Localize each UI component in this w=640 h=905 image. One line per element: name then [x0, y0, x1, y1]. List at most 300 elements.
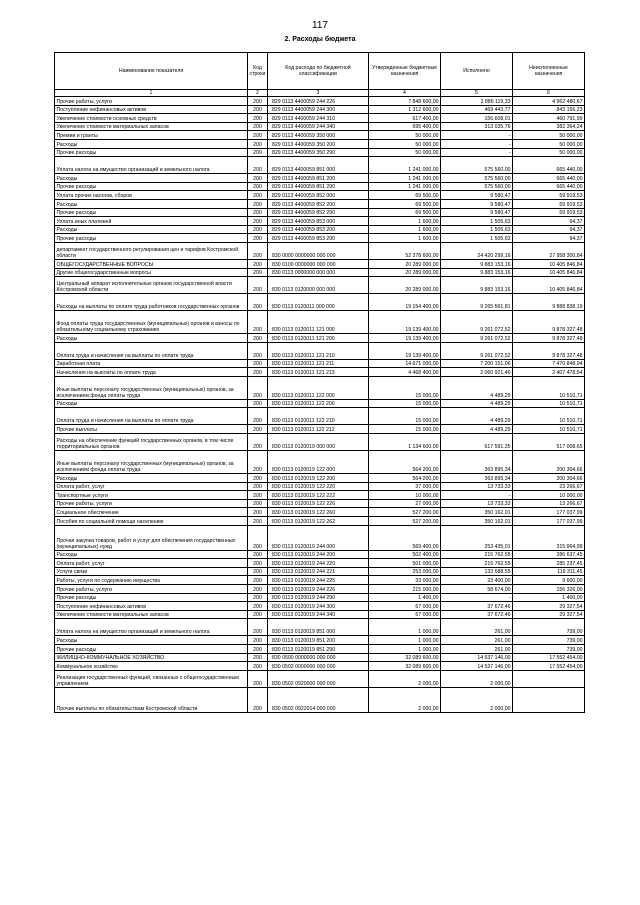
- cell-approved: 564 200,00: [369, 474, 441, 483]
- cell-name: Расходы на обеспечение функций государственных органов, в том числе территориальных органов: [55, 434, 248, 451]
- cell-name: Расходы на выплаты по оплате труда работников государственных органов: [55, 294, 248, 311]
- cell-executed: 617 591,35: [441, 434, 513, 451]
- table-row: [55, 499, 585, 508]
- cell-name: Расходы: [55, 225, 248, 234]
- cell-code: 200: [248, 653, 268, 662]
- header-unexecuted: Неисполненные назначения: [513, 53, 585, 90]
- cell-name: Прочие выплаты: [55, 425, 248, 434]
- cell-name: Прочие расходы: [55, 234, 248, 243]
- cell-unexecuted: 10 405 846,84: [513, 268, 585, 277]
- cell-unexecuted: 285 237,45: [513, 559, 585, 568]
- cell-unexecuted: 50 000,00: [513, 131, 585, 140]
- header-approved: Утвержденные бюджетные назначения: [369, 53, 441, 90]
- cell-executed: 7 200 151,06: [441, 359, 513, 368]
- cell-classification: 830 0113 0120019 244 200: [268, 550, 369, 559]
- cell-unexecuted: 177 037,99: [513, 508, 585, 517]
- cell-approved: 1 600,00: [369, 217, 441, 226]
- cell-approved: 32 089 600,00: [369, 653, 441, 662]
- cell-classification: 830 0113 0120019 244 290: [268, 593, 369, 602]
- table-row: [55, 191, 585, 200]
- cell-executed: 215 762,55: [441, 550, 513, 559]
- cell-approved: 253 000,00: [369, 567, 441, 576]
- cell-approved: 1 600,00: [369, 225, 441, 234]
- cell-code: 200: [248, 334, 268, 343]
- cell-classification: 829 0113 4400059 852 000: [268, 191, 369, 200]
- cell-classification: 829 0113 4400059 851 290: [268, 182, 369, 191]
- cell-name: Поступление нефинансовых активов: [55, 602, 248, 611]
- cell-name: Прочие расходы: [55, 182, 248, 191]
- cell-classification: 830 0113 0120000 000 000: [268, 277, 369, 294]
- cell-classification: 829 0113 4400059 244 340: [268, 122, 369, 131]
- cell-approved: 19 139 400,00: [369, 311, 441, 334]
- cell-code: 200: [248, 425, 268, 434]
- cell-name: Заработная плата: [55, 359, 248, 368]
- cell-code: 200: [248, 670, 268, 687]
- cell-unexecuted: 286 637,45: [513, 550, 585, 559]
- cell-classification: 830 0502 0000000 000 000: [268, 662, 369, 671]
- cell-executed: 14 537 146,00: [441, 662, 513, 671]
- cell-code: 200: [248, 182, 268, 191]
- cell-approved: 1 241 000,00: [369, 182, 441, 191]
- expenses-table: [54, 52, 585, 713]
- cell-code: 200: [248, 376, 268, 399]
- cell-name: Прочие расходы: [55, 208, 248, 217]
- cell-approved: 20 289 000,00: [369, 268, 441, 277]
- cell-unexecuted: 200 304,66: [513, 451, 585, 474]
- cell-executed: 575 560,00: [441, 174, 513, 183]
- column-number: 5: [441, 90, 513, 97]
- cell-code: 200: [248, 619, 268, 636]
- cell-executed: -: [441, 139, 513, 148]
- cell-approved: 1 000,00: [369, 619, 441, 636]
- cell-approved: 20 289 000,00: [369, 277, 441, 294]
- cell-name: Уплата иных платежей: [55, 217, 248, 226]
- cell-executed: 13 733,33: [441, 482, 513, 491]
- cell-unexecuted: 29 327,54: [513, 610, 585, 619]
- table-row: [55, 199, 585, 208]
- section-title: 2. Расходы бюджета: [284, 36, 356, 43]
- cell-code: 200: [248, 482, 268, 491]
- cell-approved: 67 000,00: [369, 602, 441, 611]
- cell-executed: 24 420 299,16: [441, 242, 513, 259]
- cell-classification: 830 0113 0120011 122 212: [268, 425, 369, 434]
- cell-name: Расходы: [55, 174, 248, 183]
- table-row: [55, 311, 585, 334]
- cell-approved: 1 400,00: [369, 593, 441, 602]
- cell-approved: 19 139 400,00: [369, 334, 441, 343]
- cell-name: Расходы: [55, 550, 248, 559]
- cell-executed: 1 505,63: [441, 225, 513, 234]
- cell-unexecuted: 200 304,66: [513, 474, 585, 483]
- cell-unexecuted: 29 327,54: [513, 602, 585, 611]
- table-row: [55, 474, 585, 483]
- cell-classification: 830 0502 0920000 000 000: [268, 670, 369, 687]
- cell-code: 200: [248, 139, 268, 148]
- cell-code: 200: [248, 157, 268, 174]
- table-row: [55, 259, 585, 268]
- table-row: [55, 234, 585, 243]
- cell-name: Оплата труда и начисления на выплаты по оплате труда: [55, 342, 248, 359]
- cell-approved: 67 000,00: [369, 610, 441, 619]
- cell-unexecuted: 94,37: [513, 225, 585, 234]
- cell-name: Расходы: [55, 474, 248, 483]
- cell-name: Реализация государственных функций, связанных с общегосударственным управлением: [55, 670, 248, 687]
- cell-code: 200: [248, 567, 268, 576]
- header-row: [55, 53, 585, 90]
- column-number-row: [55, 90, 585, 97]
- cell-unexecuted: [513, 687, 585, 712]
- cell-classification: 830 0113 0120011 000 000: [268, 294, 369, 311]
- cell-classification: 830 0113 0120019 244 000: [268, 525, 369, 550]
- cell-name: Оплата работ, услуг: [55, 559, 248, 568]
- cell-executed: 9 261 072,52: [441, 342, 513, 359]
- cell-unexecuted: 9 878 327,48: [513, 311, 585, 334]
- cell-name: ОБЩЕГОСУДАРСТВЕННЫЕ ВОПРОСЫ: [55, 259, 248, 268]
- cell-unexecuted: 23 266,67: [513, 482, 585, 491]
- cell-executed: 2 000,00: [441, 670, 513, 687]
- cell-executed: 363 895,34: [441, 451, 513, 474]
- table-row: [55, 662, 585, 671]
- cell-approved: 32 089 600,00: [369, 662, 441, 671]
- cell-code: 200: [248, 602, 268, 611]
- table-row: [55, 593, 585, 602]
- cell-code: 200: [248, 408, 268, 425]
- cell-classification: 830 0113 0120019 122 200: [268, 474, 369, 483]
- cell-classification: 829 0113 4400059 350 000: [268, 131, 369, 140]
- cell-classification: 830 0113 0000000 000 000: [268, 268, 369, 277]
- cell-approved: 215 000,00: [369, 585, 441, 594]
- cell-classification: 830 0502 0922014 000 000: [268, 687, 369, 712]
- cell-classification: 829 0113 4400059 852 290: [268, 208, 369, 217]
- cell-approved: 15 000,00: [369, 376, 441, 399]
- cell-name: Социальное обеспечение: [55, 508, 248, 517]
- cell-executed: 4 489,29: [441, 425, 513, 434]
- cell-approved: 527 200,00: [369, 508, 441, 517]
- cell-name: Другие общегосударственные вопросы: [55, 268, 248, 277]
- cell-approved: 50 000,00: [369, 139, 441, 148]
- cell-unexecuted: 13 266,67: [513, 499, 585, 508]
- cell-code: 200: [248, 294, 268, 311]
- cell-classification: 829 0113 4400059 244 300: [268, 105, 369, 114]
- cell-classification: 830 0113 0120019 244 225: [268, 576, 369, 585]
- table-row: [55, 525, 585, 550]
- cell-approved: 37 000,00: [369, 482, 441, 491]
- cell-classification: 829 0113 4400059 853 290: [268, 234, 369, 243]
- cell-executed: 215 762,55: [441, 559, 513, 568]
- cell-classification: 830 0113 0120019 122 260: [268, 508, 369, 517]
- table-row: [55, 585, 585, 594]
- table-row: [55, 277, 585, 294]
- cell-name: Прочие работы, услуги: [55, 499, 248, 508]
- cell-unexecuted: [513, 670, 585, 687]
- column-number: 4: [369, 90, 441, 97]
- table-row: [55, 148, 585, 157]
- cell-executed: 350 162,01: [441, 517, 513, 526]
- cell-classification: 829 0113 4400059 851 200: [268, 174, 369, 183]
- cell-code: 200: [248, 368, 268, 377]
- cell-classification: 829 0113 4400059 852 200: [268, 199, 369, 208]
- cell-executed: 9 265 561,81: [441, 294, 513, 311]
- cell-executed: 9 883 153,16: [441, 259, 513, 268]
- table-row: [55, 482, 585, 491]
- cell-code: 200: [248, 277, 268, 294]
- cell-name: Прочая закупка товаров, работ и услуг для обеспечения государственных (муниципальных) нужд: [55, 525, 248, 550]
- cell-executed: -: [441, 131, 513, 140]
- cell-executed: 2 886 119,33: [441, 97, 513, 106]
- cell-unexecuted: 94,37: [513, 234, 585, 243]
- cell-code: 200: [248, 97, 268, 106]
- cell-unexecuted: 27 958 300,84: [513, 242, 585, 259]
- cell-unexecuted: 517 008,65: [513, 434, 585, 451]
- cell-name: Расходы: [55, 334, 248, 343]
- cell-classification: 830 0113 0120019 122 220: [268, 482, 369, 491]
- cell-executed: 261,00: [441, 644, 513, 653]
- cell-executed: 4 489,29: [441, 376, 513, 399]
- cell-executed: 2 060 921,46: [441, 368, 513, 377]
- table-row: [55, 294, 585, 311]
- cell-approved: 15 000,00: [369, 408, 441, 425]
- table-row: [55, 376, 585, 399]
- cell-unexecuted: 1 400,00: [513, 593, 585, 602]
- cell-approved: 10 000,00: [369, 491, 441, 500]
- table-row: [55, 105, 585, 114]
- cell-code: 200: [248, 434, 268, 451]
- cell-unexecuted: 10 405 846,84: [513, 259, 585, 268]
- cell-executed: 58 674,00: [441, 585, 513, 594]
- cell-executed: 156 608,01: [441, 114, 513, 123]
- table-row: [55, 114, 585, 123]
- cell-name: Увеличение стоимости материальных запасов: [55, 610, 248, 619]
- cell-executed: 13 733,33: [441, 499, 513, 508]
- cell-approved: 33 000,00: [369, 576, 441, 585]
- cell-name: Расходы: [55, 399, 248, 408]
- cell-unexecuted: 10 405 846,84: [513, 277, 585, 294]
- cell-approved: 1 000,00: [369, 644, 441, 653]
- table-row: [55, 451, 585, 474]
- cell-executed: 313 035,76: [441, 122, 513, 131]
- cell-approved: 695 400,00: [369, 122, 441, 131]
- cell-name: Уплата прочих налогов, сборов: [55, 191, 248, 200]
- cell-executed: 9 883 153,16: [441, 268, 513, 277]
- cell-classification: 829 0113 4400059 350 200: [268, 139, 369, 148]
- cell-name: Центральный аппарат исполнительных органов государственной власти Костромской области: [55, 277, 248, 294]
- cell-approved: 1 241 000,00: [369, 174, 441, 183]
- cell-unexecuted: 315 964,99: [513, 525, 585, 550]
- cell-executed: 37 672,46: [441, 602, 513, 611]
- cell-approved: 527 200,00: [369, 517, 441, 526]
- cell-code: 200: [248, 259, 268, 268]
- cell-name: Увеличение стоимости основных средств: [55, 114, 248, 123]
- cell-classification: 830 0113 0120019 851 290: [268, 644, 369, 653]
- cell-executed: 4 489,29: [441, 408, 513, 425]
- cell-approved: 27 000,00: [369, 499, 441, 508]
- cell-executed: 261,00: [441, 619, 513, 636]
- cell-code: 200: [248, 268, 268, 277]
- cell-executed: 37 672,46: [441, 610, 513, 619]
- table-row: [55, 217, 585, 226]
- table-row: [55, 491, 585, 500]
- cell-approved: 569 400,00: [369, 525, 441, 550]
- cell-name: ЖИЛИЩНО-КОММУНАЛЬНОЕ ХОЗЯЙСТВО: [55, 653, 248, 662]
- header-classification: Код расхода по бюджетной классификации: [268, 53, 369, 90]
- cell-code: 200: [248, 559, 268, 568]
- cell-classification: 830 0100 0000000 000 000: [268, 259, 369, 268]
- cell-executed: 4 489,29: [441, 399, 513, 408]
- cell-unexecuted: 9 600,00: [513, 576, 585, 585]
- cell-unexecuted: 9 878 327,48: [513, 334, 585, 343]
- cell-code: 200: [248, 593, 268, 602]
- cell-name: Расходы: [55, 139, 248, 148]
- cell-classification: 830 0113 0120011 121 000: [268, 311, 369, 334]
- table-row: [55, 559, 585, 568]
- cell-unexecuted: 2 407 478,54: [513, 368, 585, 377]
- cell-classification: 830 0113 0120019 244 220: [268, 559, 369, 568]
- cell-approved: 564 200,00: [369, 451, 441, 474]
- cell-approved: 15 000,00: [369, 399, 441, 408]
- cell-code: 200: [248, 311, 268, 334]
- table-row: [55, 122, 585, 131]
- cell-unexecuted: 7 470 848,94: [513, 359, 585, 368]
- cell-executed: 575 560,00: [441, 157, 513, 174]
- cell-name: Коммунальное хозяйство: [55, 662, 248, 671]
- table-row: [55, 174, 585, 183]
- cell-classification: 830 0113 0120019 851 000: [268, 619, 369, 636]
- table-row: [55, 644, 585, 653]
- table-row: [55, 670, 585, 687]
- cell-approved: 14 671 000,00: [369, 359, 441, 368]
- cell-classification: 830 0113 0120019 122 222: [268, 491, 369, 500]
- cell-classification: 830 0500 0000000 000 000: [268, 653, 369, 662]
- cell-code: 200: [248, 508, 268, 517]
- cell-unexecuted: 10 510,71: [513, 376, 585, 399]
- cell-name: Прочие работы, услуги: [55, 97, 248, 106]
- table-row: [55, 508, 585, 517]
- cell-code: 200: [248, 234, 268, 243]
- table-row: [55, 359, 585, 368]
- cell-classification: 830 0113 0120011 121 210: [268, 342, 369, 359]
- cell-executed: 1 505,63: [441, 217, 513, 226]
- table-row: [55, 139, 585, 148]
- table-row: [55, 687, 585, 712]
- table-row: [55, 334, 585, 343]
- cell-unexecuted: 119 311,45: [513, 567, 585, 576]
- cell-code: 200: [248, 114, 268, 123]
- cell-code: 200: [248, 491, 268, 500]
- cell-executed: -: [441, 593, 513, 602]
- cell-executed: 575 560,00: [441, 182, 513, 191]
- cell-unexecuted: 10 510,71: [513, 425, 585, 434]
- table-row: [55, 602, 585, 611]
- cell-executed: 133 688,55: [441, 567, 513, 576]
- cell-code: 200: [248, 174, 268, 183]
- cell-unexecuted: 9 888 838,19: [513, 294, 585, 311]
- cell-code: 200: [248, 610, 268, 619]
- cell-name: Уплата налога на имущество организаций и земельного налога: [55, 157, 248, 174]
- cell-name: Прочие работы, услуги: [55, 585, 248, 594]
- cell-classification: 830 0113 0120019 000 000: [268, 434, 369, 451]
- cell-unexecuted: 59 919,53: [513, 191, 585, 200]
- cell-approved: 50 000,00: [369, 148, 441, 157]
- cell-name: Прочие расходы: [55, 593, 248, 602]
- cell-approved: 69 500,00: [369, 208, 441, 217]
- cell-classification: 830 0113 0120019 244 221: [268, 567, 369, 576]
- cell-approved: 19 154 400,00: [369, 294, 441, 311]
- cell-unexecuted: 382 364,24: [513, 122, 585, 131]
- cell-name: Фонд оплаты труда государственных (муниципальных) органов и взносы по обязательному социальному страхованию: [55, 311, 248, 334]
- cell-code: 200: [248, 662, 268, 671]
- cell-unexecuted: 739,00: [513, 644, 585, 653]
- column-number: 3: [268, 90, 369, 97]
- cell-classification: 830 0113 0120011 122 200: [268, 399, 369, 408]
- cell-approved: 7 848 600,00: [369, 97, 441, 106]
- cell-executed: 9 883 153,16: [441, 277, 513, 294]
- cell-unexecuted: 739,00: [513, 619, 585, 636]
- cell-approved: 1 312 600,00: [369, 105, 441, 114]
- cell-code: 200: [248, 550, 268, 559]
- cell-code: 200: [248, 517, 268, 526]
- cell-name: департамент государственного регулирования цен и тарифов Костромской области: [55, 242, 248, 259]
- cell-unexecuted: 94,37: [513, 217, 585, 226]
- cell-code: 200: [248, 636, 268, 645]
- cell-unexecuted: 843 156,23: [513, 105, 585, 114]
- table-row: [55, 425, 585, 434]
- table-row: [55, 342, 585, 359]
- cell-unexecuted: 4 962 480,67: [513, 97, 585, 106]
- cell-executed: 253 435,01: [441, 525, 513, 550]
- cell-code: 200: [248, 199, 268, 208]
- header-code: Код строки: [248, 53, 268, 90]
- cell-classification: 830 0113 0120019 244 340: [268, 610, 369, 619]
- cell-code: 200: [248, 399, 268, 408]
- cell-approved: 50 000,00: [369, 131, 441, 140]
- cell-unexecuted: 665 440,00: [513, 157, 585, 174]
- cell-approved: 2 000,00: [369, 670, 441, 687]
- cell-code: 200: [248, 208, 268, 217]
- cell-classification: 830 0113 0120011 122 210: [268, 408, 369, 425]
- cell-unexecuted: 739,00: [513, 636, 585, 645]
- cell-approved: 1 000,00: [369, 636, 441, 645]
- cell-classification: 830 0113 0120019 122 262: [268, 517, 369, 526]
- cell-unexecuted: 50 000,00: [513, 148, 585, 157]
- cell-unexecuted: 460 791,99: [513, 114, 585, 123]
- table-row: [55, 619, 585, 636]
- cell-executed: 14 537 146,00: [441, 653, 513, 662]
- cell-code: 200: [248, 525, 268, 550]
- cell-code: 200: [248, 105, 268, 114]
- cell-approved: 20 289 000,00: [369, 259, 441, 268]
- cell-classification: 830 0113 0120019 851 200: [268, 636, 369, 645]
- cell-code: 200: [248, 474, 268, 483]
- cell-classification: 829 0113 4400059 244 310: [268, 114, 369, 123]
- cell-unexecuted: 177 037,99: [513, 517, 585, 526]
- table-row: [55, 550, 585, 559]
- cell-classification: 830 0113 0120011 121 213: [268, 368, 369, 377]
- cell-code: 200: [248, 242, 268, 259]
- cell-approved: 1 600,00: [369, 234, 441, 243]
- cell-unexecuted: 10 510,71: [513, 408, 585, 425]
- cell-unexecuted: 59 919,53: [513, 199, 585, 208]
- table-row: [55, 208, 585, 217]
- column-number: 1: [55, 90, 248, 97]
- cell-name: Транспортные услуги: [55, 491, 248, 500]
- cell-classification: 829 0113 4400059 350 290: [268, 148, 369, 157]
- cell-classification: 830 0113 0120019 122 000: [268, 451, 369, 474]
- cell-name: Расходы: [55, 199, 248, 208]
- table-row: [55, 97, 585, 106]
- table-row: [55, 517, 585, 526]
- column-number: 2: [248, 90, 268, 97]
- cell-executed: 23 400,00: [441, 576, 513, 585]
